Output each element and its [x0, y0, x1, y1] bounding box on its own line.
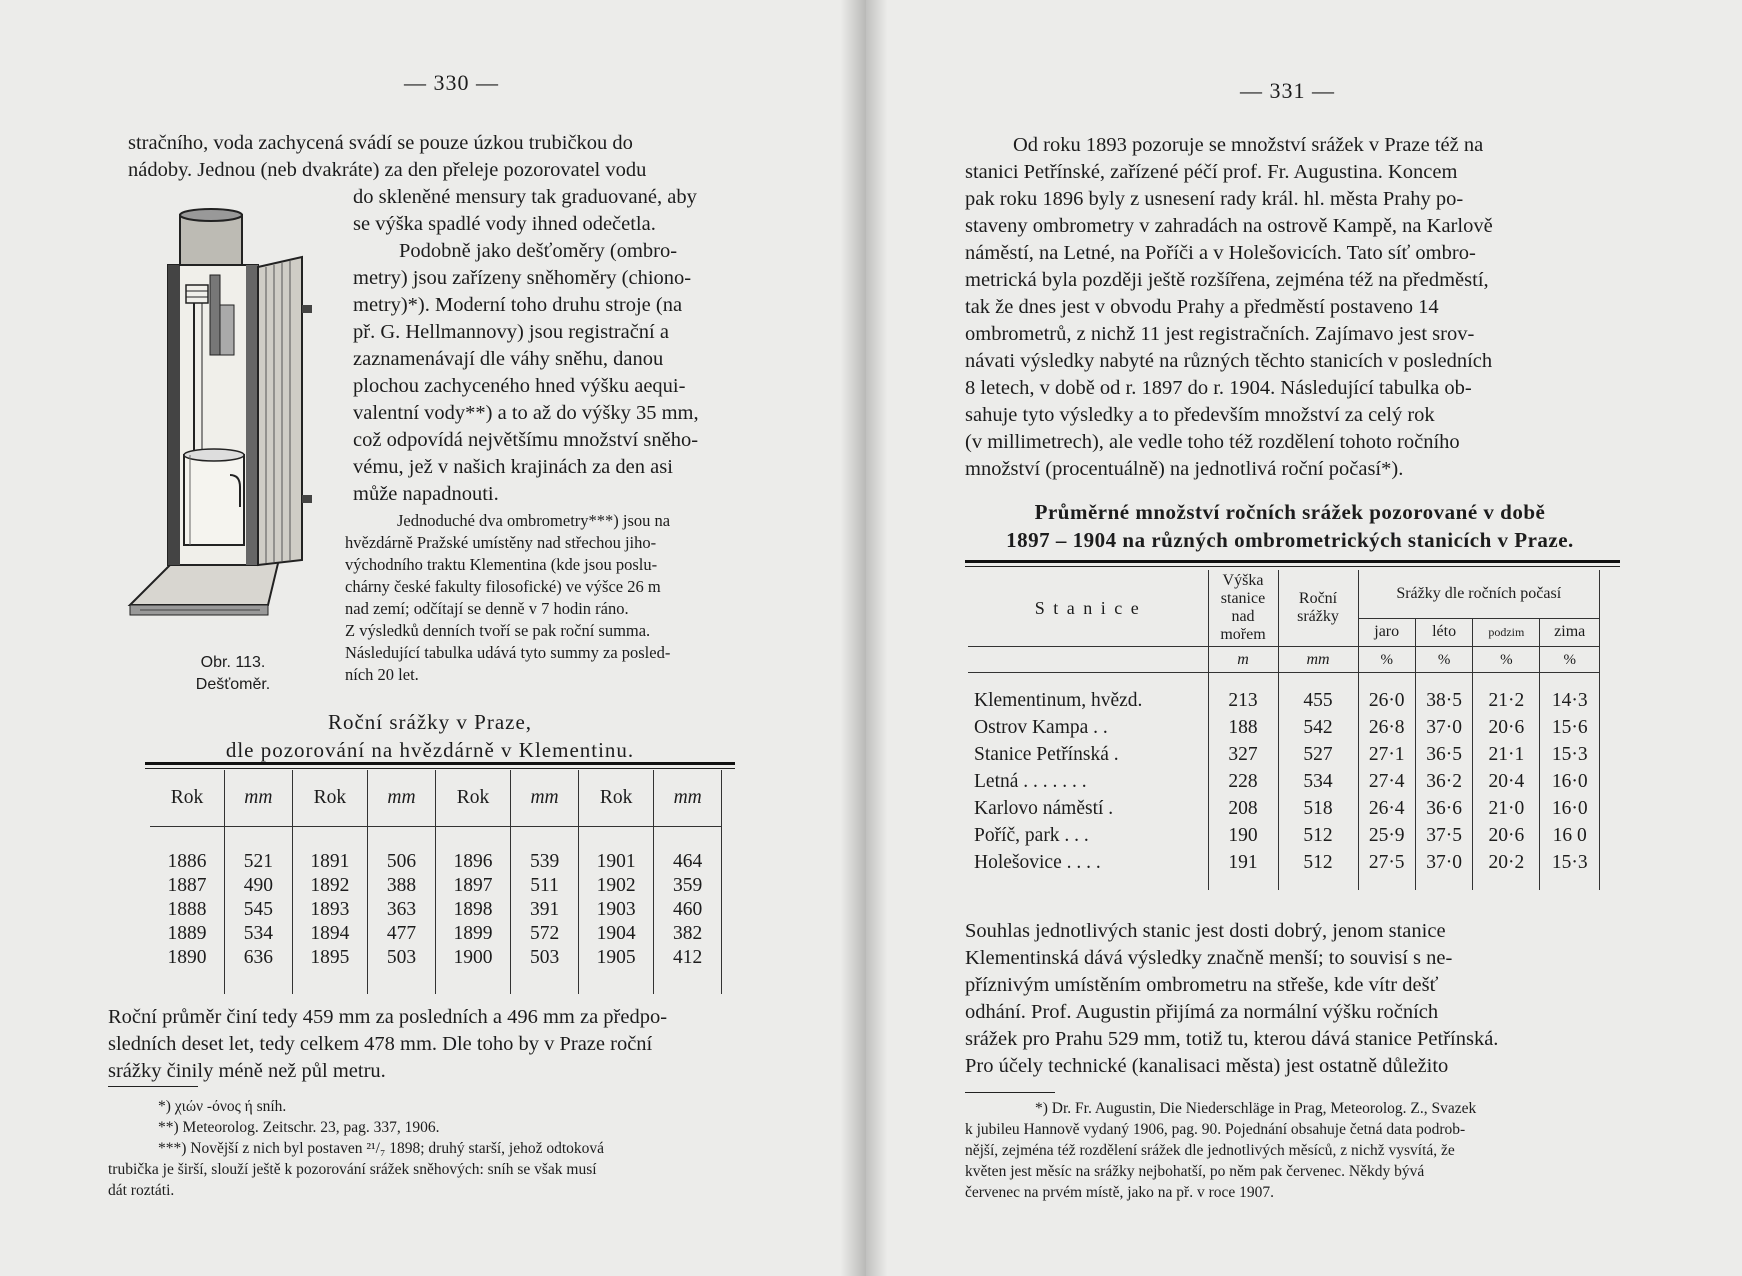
table-cell: 388	[368, 874, 436, 898]
figure-title: Dešťoměr.	[195, 676, 271, 693]
table-cell: 20·6	[1473, 714, 1540, 741]
text-line: hvězdárně Pražské umístěny nad střechou jiho-	[345, 533, 657, 552]
page-number: — 331 —	[1240, 78, 1335, 103]
unit-cell: %	[1540, 647, 1600, 673]
table-top-rule	[965, 560, 1620, 563]
text-line: staveny ombrometry v zahradách na ostrově Kampě, na Karlově	[965, 215, 1493, 237]
table-cell: 213	[1208, 687, 1278, 714]
table-unit-row	[968, 647, 1600, 673]
table-cell: 1892	[292, 874, 368, 898]
text-line: sledních deset let, tedy celkem 478 mm. Dle toho by v Praze roční	[108, 1033, 653, 1055]
station-table-title	[955, 498, 1625, 554]
text-line: množství (procentuálně) na jednotlivá roční počasí*).	[965, 458, 1404, 480]
table-cell: 16·0	[1540, 795, 1600, 822]
station-name: Klementinum, hvězd.	[968, 687, 1208, 714]
table-row	[968, 849, 1600, 876]
table-cell: 542	[1278, 714, 1358, 741]
text-line: Pro účely technické (kanalisaci města) jest ostatně důležito	[965, 1055, 1449, 1077]
rain-table	[150, 770, 722, 994]
unit-cell: m	[1208, 647, 1278, 673]
table-cell: 636	[225, 946, 293, 970]
table-cell: 26·0	[1358, 687, 1415, 714]
table-cell: 534	[1278, 768, 1358, 795]
header-cell-winter: zima	[1540, 618, 1600, 646]
table-cell: 191	[1208, 849, 1278, 876]
station-name: Letná . . . . . . .	[968, 768, 1208, 795]
table-cell: 391	[511, 898, 579, 922]
table-cell: 490	[225, 874, 293, 898]
table-cell: 37·0	[1415, 714, 1472, 741]
text-line: Klementinská dává výsledky značně menší; to souvisí s ne-	[965, 947, 1453, 969]
header-cell-seasons: Srážky dle ročních počasí	[1358, 570, 1600, 618]
table-cell: 16 0	[1540, 822, 1600, 849]
footnote: *) Dr. Fr. Augustin, Die Niederschläge in Prag, Meteorolog. Z., Svazek	[1035, 1100, 1477, 1117]
table-cell: 1893	[292, 898, 368, 922]
rain-table-title	[160, 708, 700, 764]
table-cell: 37·0	[1415, 849, 1472, 876]
text-line: valentní vody**) a to až do výšky 35 mm,	[353, 402, 699, 424]
header-cell-height	[1208, 570, 1278, 647]
text-line: Jednoduché dva ombrometry***) jsou na	[397, 511, 671, 530]
header-cell-autumn: podzim	[1473, 618, 1540, 646]
text-line: východního traktu Klementina (kde jsou poslu-	[345, 555, 658, 574]
table-row	[150, 922, 722, 946]
header-cell: Rok	[292, 770, 368, 826]
text-line: chárny české fakulty filosofické) ve výšce 26 m	[345, 577, 661, 596]
station-table	[968, 570, 1600, 890]
text-line: ních 20 let.	[345, 665, 419, 684]
unit-cell: %	[1415, 647, 1472, 673]
table-cell: 512	[1278, 822, 1358, 849]
table-cell: 412	[654, 946, 722, 970]
header-cell-spring: jaro	[1358, 618, 1415, 646]
text-line: pak roku 1896 byly z usnesení rady král. hl. města Prahy po-	[965, 188, 1464, 210]
table-cell: 188	[1208, 714, 1278, 741]
table-title-line: Průměrné množství ročních srážek pozorované v době	[1034, 500, 1546, 524]
footnote: k jubileu Hannově vydaný 1906, pag. 90. Pojednání obsahuje četná data podrob-	[965, 1121, 1466, 1138]
station-name: Karlovo náměstí .	[968, 795, 1208, 822]
unit-cell: mm	[1278, 647, 1358, 673]
footnote: trubička je širší, slouží ještě k pozorování srážek sněhových: sníh se však musí	[108, 1161, 597, 1178]
table-spacer-row	[968, 673, 1600, 687]
header-cell-annual	[1278, 570, 1358, 647]
table-spacer-row	[150, 970, 722, 994]
table-cell: 20·2	[1473, 849, 1540, 876]
table-row	[968, 768, 1600, 795]
table-row	[968, 795, 1600, 822]
table-cell: 1886	[150, 850, 225, 874]
text-line: ombrometrů, z nichž 11 jest registračních. Zajímavo jest srov-	[965, 323, 1475, 345]
table-cell: 1895	[292, 946, 368, 970]
text-line: metrická byla později ještě rozšířena, zejména též na předměstí,	[965, 269, 1489, 291]
text-line: srážky činily méně než půl metru.	[108, 1060, 386, 1082]
table-cell: 521	[225, 850, 293, 874]
text-line: metry) jsou zařízeny sněhoměry (chiono-	[353, 267, 692, 289]
table-cell: 27·1	[1358, 741, 1415, 768]
table-cell: 545	[225, 898, 293, 922]
text-line: příznivým umístěním ombrometru na střeše, kde vítr dešť	[965, 974, 1439, 996]
table-cell: 572	[511, 922, 579, 946]
table-spacer-row	[150, 826, 722, 850]
table-title-line: dle pozorování na hvězdárně v Klementinu.	[225, 738, 635, 762]
table-cell: 534	[225, 922, 293, 946]
table-cell: 1894	[292, 922, 368, 946]
header-cell: Rok	[150, 770, 225, 826]
text-line: může napadnouti.	[353, 483, 499, 505]
header-cell: mm	[225, 770, 293, 826]
table-cell: 512	[1278, 849, 1358, 876]
page-gutter-shadow	[866, 0, 888, 1276]
text-line: sahuje tyto výsledky a to především množství za celý rok	[965, 404, 1435, 426]
table-cell: 1904	[578, 922, 654, 946]
table-cell: 27·5	[1358, 849, 1415, 876]
header-text: nad	[1231, 608, 1255, 625]
table-cell: 16·0	[1540, 768, 1600, 795]
table-title-line: Roční srážky v Praze,	[327, 710, 533, 734]
unit-cell: %	[1358, 647, 1415, 673]
text-line: Souhlas jednotlivých stanic jest dosti dobrý, jenom stanice	[965, 920, 1446, 942]
footnote-rule	[108, 1086, 198, 1087]
table-cell: 527	[1278, 741, 1358, 768]
table-cell: 1896	[435, 850, 511, 874]
table-cell: 1889	[150, 922, 225, 946]
header-cell: Rok	[435, 770, 511, 826]
table-cell: 1903	[578, 898, 654, 922]
text-line: stračního, voda zachycená svádí se pouze úzkou trubičkou do	[128, 132, 633, 154]
station-name: Holešovice . . . .	[968, 849, 1208, 876]
table-cell: 539	[511, 850, 579, 874]
table-cell: 208	[1208, 795, 1278, 822]
table-cell: 506	[368, 850, 436, 874]
table-cell: 511	[511, 874, 579, 898]
page-number: — 330 —	[404, 70, 499, 95]
text-line: Roční průměr činí tedy 459 mm za posledních a 496 mm za předpo-	[108, 1006, 668, 1028]
table-cell: 20·4	[1473, 768, 1540, 795]
page-gutter-shadow	[840, 0, 866, 1276]
header-text: mořem	[1220, 626, 1266, 643]
text-line: Od roku 1893 pozoruje se množství srážek v Praze též na	[1013, 134, 1484, 156]
table-spacer-row	[968, 876, 1600, 890]
text-line: zaznamenávají dle váhy sněhu, danou	[353, 348, 664, 370]
table-cell: 460	[654, 898, 722, 922]
text-line: tak že dnes jest v obvodu Prahy a předměstí postaveno 14	[965, 296, 1439, 318]
rain-gauge-figure	[120, 205, 340, 645]
text-line: náměstí, na Letné, na Poříči a v Holešovicích. Tato síť ombro-	[965, 242, 1476, 264]
footnote: červenec na prvém místě, jako na př. v roce 1907.	[965, 1184, 1275, 1201]
table-cell: 503	[368, 946, 436, 970]
table-cell: 14·3	[1540, 687, 1600, 714]
text-line: do skleněné mensury tak graduované, aby	[353, 186, 697, 208]
header-cell: mm	[654, 770, 722, 826]
table-cell: 1897	[435, 874, 511, 898]
figure-caption	[178, 652, 288, 696]
table-header-row	[150, 770, 722, 826]
closing-paragraph	[965, 918, 1620, 1080]
table-cell: 1891	[292, 850, 368, 874]
table-cell: 21·2	[1473, 687, 1540, 714]
text-line: nádoby. Jednou (neb dvakráte) za den přeleje pozorovatel vodu	[128, 159, 647, 181]
table-cell: 382	[654, 922, 722, 946]
text-line: př. G. Hellmannovy) jsou registrační a	[353, 321, 669, 343]
header-text: Roční	[1298, 590, 1338, 607]
left-page	[0, 0, 866, 1276]
table-cell: 455	[1278, 687, 1358, 714]
table-cell: 38·5	[1415, 687, 1472, 714]
table-cell: 37·5	[1415, 822, 1472, 849]
table-top-rule-thin	[145, 768, 735, 769]
table-row	[150, 898, 722, 922]
table-cell: 15·3	[1540, 741, 1600, 768]
table-cell: 36·2	[1415, 768, 1472, 795]
table-cell: 1890	[150, 946, 225, 970]
table-row	[968, 741, 1600, 768]
table-cell: 26·8	[1358, 714, 1415, 741]
table-header-row	[968, 570, 1600, 618]
footnote: květen jest měsíc na srážky nejbohatší, po něm pak červenec. Někdy bývá	[965, 1163, 1425, 1180]
header-text: Výška	[1222, 572, 1264, 589]
text-line: Následující tabulka udává tyto summy za posled-	[345, 643, 671, 662]
table-cell: 1902	[578, 874, 654, 898]
station-name: Stanice Petřínská .	[968, 741, 1208, 768]
footnote: nější, zejména též rozdělení srážek dle jednotlivých měsíců, z nichž vysvítá, že	[965, 1142, 1455, 1159]
unit-cell: %	[1473, 647, 1540, 673]
text-line: návati výsledky nabyté na různých těchto stanicích v posledních	[965, 350, 1493, 372]
table-row	[150, 850, 722, 874]
table-cell: 26·4	[1358, 795, 1415, 822]
table-cell: 15·3	[1540, 849, 1600, 876]
table-row	[968, 714, 1600, 741]
table-cell: 20·6	[1473, 822, 1540, 849]
station-name: Poříč, park . . .	[968, 822, 1208, 849]
footnote: *) χιών -όνος ή sníh.	[158, 1098, 287, 1115]
table-cell: 1888	[150, 898, 225, 922]
text-line: odhání. Prof. Augustin přijímá za normální výšku ročních	[965, 1001, 1439, 1023]
table-cell: 25·9	[1358, 822, 1415, 849]
text-line: stanici Petřínské, zařízené péčí prof. Fr. Augustina. Koncem	[965, 161, 1458, 183]
intro-paragraph	[128, 130, 778, 184]
table-row	[968, 822, 1600, 849]
footnotes	[965, 1098, 1620, 1203]
header-text: srážky	[1297, 608, 1339, 625]
table-cell: 1905	[578, 946, 654, 970]
text-line: Z výsledků denních tvoří se pak roční summa.	[345, 621, 651, 640]
footnote: ***) Novější z nich byl postaven ²¹/₇ 1898; druhý starší, jehož odtoková	[158, 1140, 605, 1157]
table-cell: 27·4	[1358, 768, 1415, 795]
text-line: Podobně jako dešťoměry (ombro-	[399, 240, 678, 262]
table-cell: 363	[368, 898, 436, 922]
table-cell: 518	[1278, 795, 1358, 822]
text-line: vému, jež v našich krajinách za den asi	[353, 456, 673, 478]
table-cell: 21·1	[1473, 741, 1540, 768]
table-cell: 36·5	[1415, 741, 1472, 768]
table-title-line: 1897 – 1904 na různých ombrometrických stanicích v Praze.	[1006, 528, 1574, 552]
text-line: (v millimetrech), ale vedle toho též rozdělení tohoto ročního	[965, 431, 1460, 453]
text-line: což odpovídá největšímu množství sněho-	[353, 429, 699, 451]
text-line: 8 letech, v době od r. 1897 do r. 1904. Následující tabulka ob-	[965, 377, 1472, 399]
table-cell: 464	[654, 850, 722, 874]
side-paragraph	[353, 184, 773, 508]
table-cell: 327	[1208, 741, 1278, 768]
table-cell: 228	[1208, 768, 1278, 795]
footnotes	[108, 1096, 768, 1201]
intro-paragraph	[965, 132, 1615, 483]
header-cell-station: S t a n i c e	[968, 570, 1208, 647]
footnote-rule	[965, 1092, 1055, 1093]
header-cell-summer: léto	[1415, 618, 1472, 646]
table-cell: 1887	[150, 874, 225, 898]
small-paragraph	[345, 510, 775, 686]
text-line: nad zemí; odčítají se denně v 7 hodin ráno.	[345, 599, 629, 618]
figure-number: Obr. 113.	[200, 654, 266, 671]
header-cell: Rok	[578, 770, 654, 826]
table-cell: 15·6	[1540, 714, 1600, 741]
header-cell: mm	[368, 770, 436, 826]
table-cell: 1898	[435, 898, 511, 922]
summary-paragraph	[108, 1004, 758, 1085]
header-text: stanice	[1220, 590, 1266, 607]
footnote: **) Meteorolog. Zeitschr. 23, pag. 337, 1906.	[158, 1119, 440, 1136]
table-cell: 1899	[435, 922, 511, 946]
table-cell: 359	[654, 874, 722, 898]
table-cell: 477	[368, 922, 436, 946]
table-cell: 1901	[578, 850, 654, 874]
header-cell: mm	[511, 770, 579, 826]
table-row	[150, 946, 722, 970]
text-line: se výška spadlé vody ihned odečetla.	[353, 213, 656, 235]
table-row	[150, 874, 722, 898]
table-cell: 190	[1208, 822, 1278, 849]
table-cell: 503	[511, 946, 579, 970]
text-line: srážek pro Prahu 529 mm, totiž tu, kterou dává stanice Petřínská.	[965, 1028, 1499, 1050]
table-top-rule-thin	[965, 566, 1620, 567]
table-top-rule	[145, 762, 735, 765]
footnote: dát roztáti.	[108, 1182, 175, 1199]
table-row	[968, 687, 1600, 714]
station-name: Ostrov Kampa . .	[968, 714, 1208, 741]
table-cell: 21·0	[1473, 795, 1540, 822]
table-cell: 36·6	[1415, 795, 1472, 822]
text-line: plochou zachyceného hned výšku aequi-	[353, 375, 686, 397]
text-line: metry)*). Moderní toho druhu stroje (na	[353, 294, 683, 316]
table-cell: 1900	[435, 946, 511, 970]
